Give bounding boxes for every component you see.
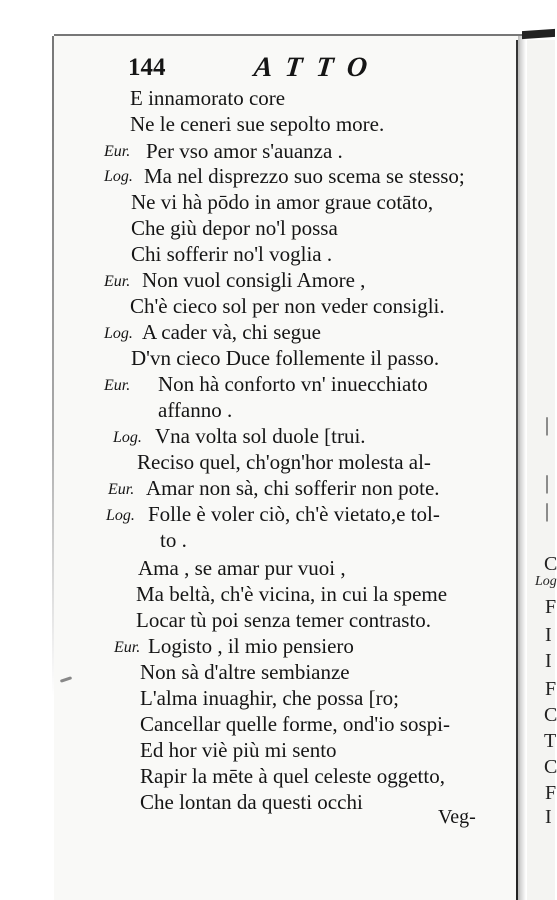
text-line: Ed hor viè più mi sento: [140, 738, 337, 762]
text-line: Ne le ceneri sue sepolto more.: [130, 112, 385, 136]
text-line: Ma nel disprezzo suo scema se stesso;: [144, 164, 465, 188]
speaker-label: Log.: [104, 168, 133, 185]
speaker-label: Log.: [104, 325, 133, 342]
text-line: Non vuol consigli Amore ,: [142, 268, 366, 292]
facing-letter: I: [545, 806, 552, 828]
speaker-label: Eur.: [104, 143, 131, 160]
running-head: ATTO: [252, 52, 383, 83]
facing-letter: |: [545, 500, 550, 522]
speaker-label: Log.: [113, 429, 142, 446]
text-line: E innamorato core: [130, 86, 286, 110]
speaker-label: Eur.: [104, 273, 131, 290]
text-line: Che lontan da questi occhi: [140, 790, 363, 814]
text-line: Vna volta sol duole [trui.: [155, 424, 366, 448]
speaker-label: Eur.: [108, 481, 135, 498]
text-line: Per vso amor s'auanza .: [146, 139, 343, 163]
facing-letter: C: [544, 756, 557, 778]
text-line: Ma beltà, ch'è vicina, in cui la speme: [136, 582, 448, 606]
text-line: Amar non sà, chi sofferir non pote.: [146, 476, 440, 500]
text-line: Non hà conforto vn' inuecchiato: [158, 372, 428, 396]
facing-letter: F: [545, 782, 557, 804]
text-line: D'vn cieco Duce follemente il passo.: [131, 346, 440, 370]
facing-letter: I: [545, 650, 552, 672]
text-line: Rapir la mēte à quel celeste oggetto,: [140, 764, 445, 788]
text-line: affanno .: [158, 398, 233, 422]
text-line: Cancellar quelle forme, ond'io sospi-: [140, 712, 450, 736]
facing-letter: |: [545, 472, 550, 494]
text-line: Reciso quel, ch'ogn'hor molesta al-: [137, 450, 431, 474]
facing-letter: |: [545, 414, 550, 436]
text-line: Ne vi hà pōdo in amor graue cotāto,: [131, 190, 434, 214]
page-top-edge: [54, 34, 554, 36]
facing-letter: F: [545, 678, 557, 700]
gutter-shadow: [518, 36, 526, 900]
facing-speaker-fragment: Log: [535, 574, 557, 589]
catchword: Veg-: [438, 806, 476, 828]
text-line: Folle è voler ciò, ch'è vietato,e tol-: [148, 502, 440, 526]
text-line: Ch'è cieco sol per non veder consigli.: [130, 294, 445, 318]
text-line: A cader và, chi segue: [142, 320, 322, 344]
page-left-edge: [52, 36, 54, 696]
facing-letter: F: [545, 596, 557, 618]
text-line: Non sà d'altre sembianze: [140, 660, 350, 684]
text-line: to .: [160, 528, 187, 552]
text-line: Chi sofferir no'l voglia .: [131, 242, 333, 266]
text-line: Logisto , il mio pensiero: [148, 634, 354, 658]
speaker-label: Log.: [106, 507, 135, 524]
speaker-label: Eur.: [114, 639, 141, 656]
page-header: [128, 54, 428, 84]
page-number: 144: [128, 54, 166, 81]
text-line: Che giù depor no'l possa: [131, 216, 338, 240]
text-line: Locar tù poi senza temer contrasto.: [136, 608, 432, 632]
text-line: L'alma inuaghir, che possa [ro;: [140, 686, 399, 710]
facing-letter: I: [545, 624, 552, 646]
text-line: Ama , se amar pur vuoi ,: [138, 556, 346, 580]
facing-letter: C: [544, 704, 557, 726]
gutter-line: [516, 40, 518, 900]
facing-letter: T: [544, 730, 557, 752]
speaker-label: Eur.: [104, 377, 131, 394]
facing-letter: C: [544, 553, 557, 575]
